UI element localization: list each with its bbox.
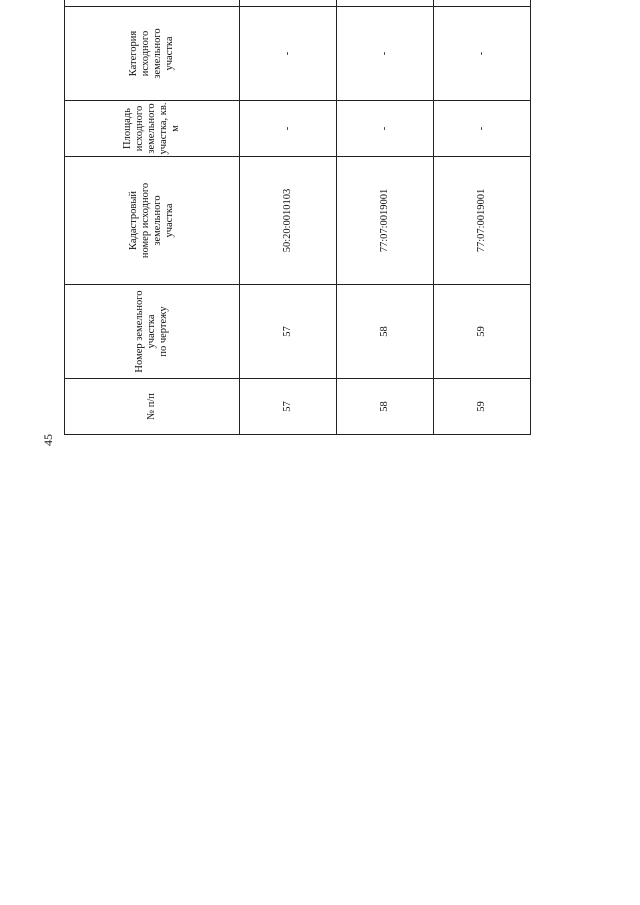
page-number: 45 (41, 434, 55, 446)
header-num: № п/п (65, 379, 240, 435)
header-src-area: Площадь исходного земельного участка, кв. м (65, 101, 240, 157)
cell-src-area: - (337, 101, 434, 157)
cell-cadastral: 77:07:0019001 (434, 157, 531, 285)
header-cadastral: Кадастровый номер исходного земельного участка (65, 157, 240, 285)
cell-src-category: - (434, 7, 531, 101)
cell-src-area: - (240, 101, 337, 157)
cell-num: 59 (434, 379, 531, 435)
header-plot-num: Номер земельного участка по чертежу (65, 285, 240, 379)
table-row (240, 0, 337, 435)
table-row (434, 0, 531, 435)
header-row (65, 0, 240, 435)
cell-src-category: - (337, 7, 434, 101)
cell-plot-num: 58 (337, 285, 434, 379)
cell-cadastral: 77:07:0019001 (337, 157, 434, 285)
land-plots-table (64, 0, 531, 435)
table-row (337, 0, 434, 435)
cell-src-use (240, 0, 337, 7)
header-src-use (65, 0, 240, 7)
land-plots-table-wrapper (64, 28, 487, 872)
header-src-category: Категория исходного земельного участка (65, 7, 240, 101)
cell-plot-num: 57 (240, 285, 337, 379)
cell-src-area: - (434, 101, 531, 157)
cell-num: 57 (240, 379, 337, 435)
rotated-table-container (64, 0, 487, 435)
cell-num: 58 (337, 379, 434, 435)
cell-plot-num: 59 (434, 285, 531, 379)
cell-src-use (337, 0, 434, 7)
cell-src-use (434, 0, 531, 7)
cell-cadastral: 50:20:0010103 (240, 157, 337, 285)
cell-src-category: - (240, 7, 337, 101)
